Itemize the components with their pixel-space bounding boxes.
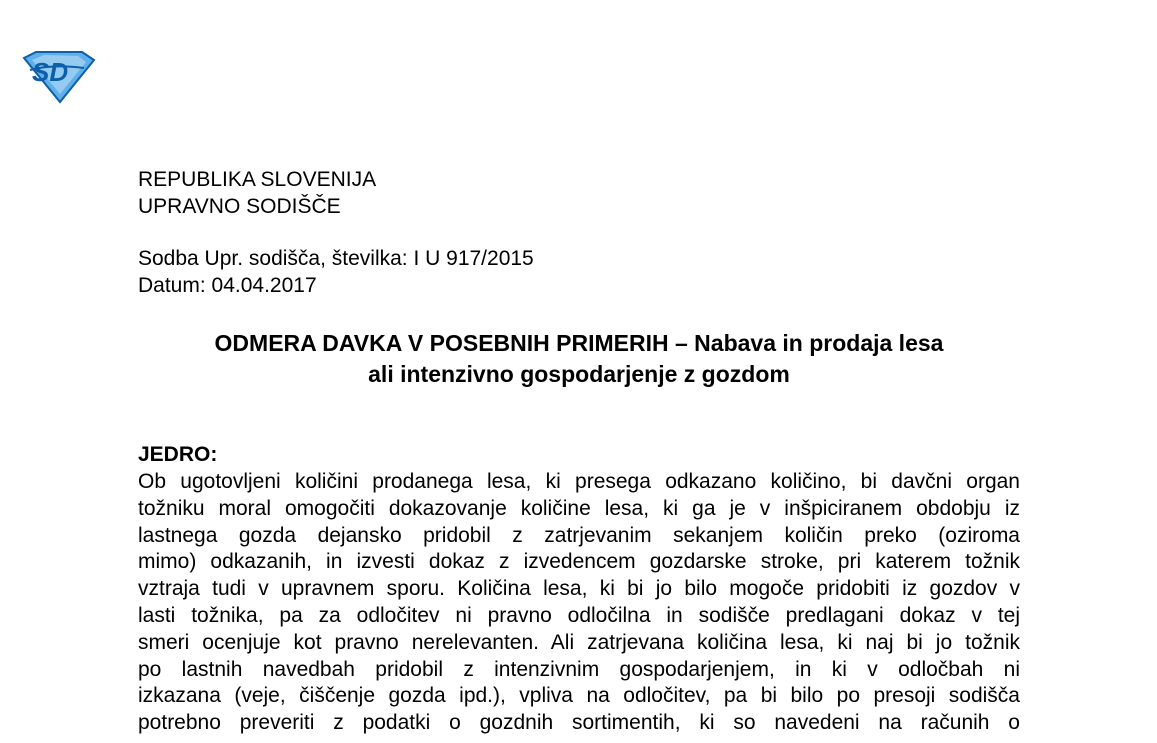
- paragraph-line: po lastnih navedbah pridobil z intenzivnim gospodarjenjem, in ki v odločbah ni: [138, 657, 1020, 681]
- paragraph-line: vztraja tudi v upravnem sporu. Količina lesa, ki bi jo bilo mogoče pridobiti iz gozdov v: [138, 577, 1020, 601]
- court-logo-icon: [22, 50, 96, 104]
- paragraph-line: mimo) odkazanih, in izvesti dokaz z izvedencem gozdarske stroke, pri katerem tožnik: [138, 550, 1020, 574]
- case-number: Sodba Upr. sodišča, številka: I U 917/2015: [138, 247, 534, 270]
- core-paragraph: [138, 469, 1020, 737]
- paragraph-line: izkazana (veje, čiščenje gozda ipd.), vpliva na odločitev, pa bi bilo po presoji sodišča: [138, 684, 1020, 708]
- case-date: Datum: 04.04.2017: [138, 274, 317, 297]
- country-name: REPUBLIKA SLOVENIJA: [138, 168, 377, 191]
- paragraph-line: tožniku moral omogočiti dokazovanje količine lesa, ki ga je v inšpiciranem obdobju iz: [138, 496, 1020, 520]
- title-line-1: ODMERA DAVKA V POSEBNIH PRIMERIH – Nabava in prodaja lesa: [214, 330, 944, 356]
- paragraph-line: lastnega gozda dejansko pridobil z zatrjevanim sekanjem količin preko (oziroma: [138, 523, 1020, 547]
- document-title: [138, 328, 1020, 390]
- paragraph-line: lasti tožnika, pa za odločitev ni pravno odločilna in sodišče predlagani dokaz v tej: [138, 603, 1020, 627]
- paragraph-line: smeri ocenjuje kot pravno nerelevanten. Ali zatrjevana količina lesa, ki naj bi jo tožnik: [138, 630, 1020, 654]
- court-name: UPRAVNO SODIŠČE: [138, 195, 341, 218]
- core-heading: JEDRO:: [138, 443, 218, 466]
- case-reference: [138, 245, 534, 299]
- title-line-2: ali intenzivno gospodarjenje z gozdom: [368, 361, 790, 387]
- svg-text:SD: SD: [32, 57, 69, 87]
- court-header: [138, 166, 376, 220]
- paragraph-line: Ob ugotovljeni količini prodanega lesa, ki presega odkazano količino, bi davčni organ: [138, 470, 1020, 493]
- paragraph-line: potrebno preveriti z podatki o gozdnih sortimentih, ki so navedeni na računih o: [138, 711, 1020, 735]
